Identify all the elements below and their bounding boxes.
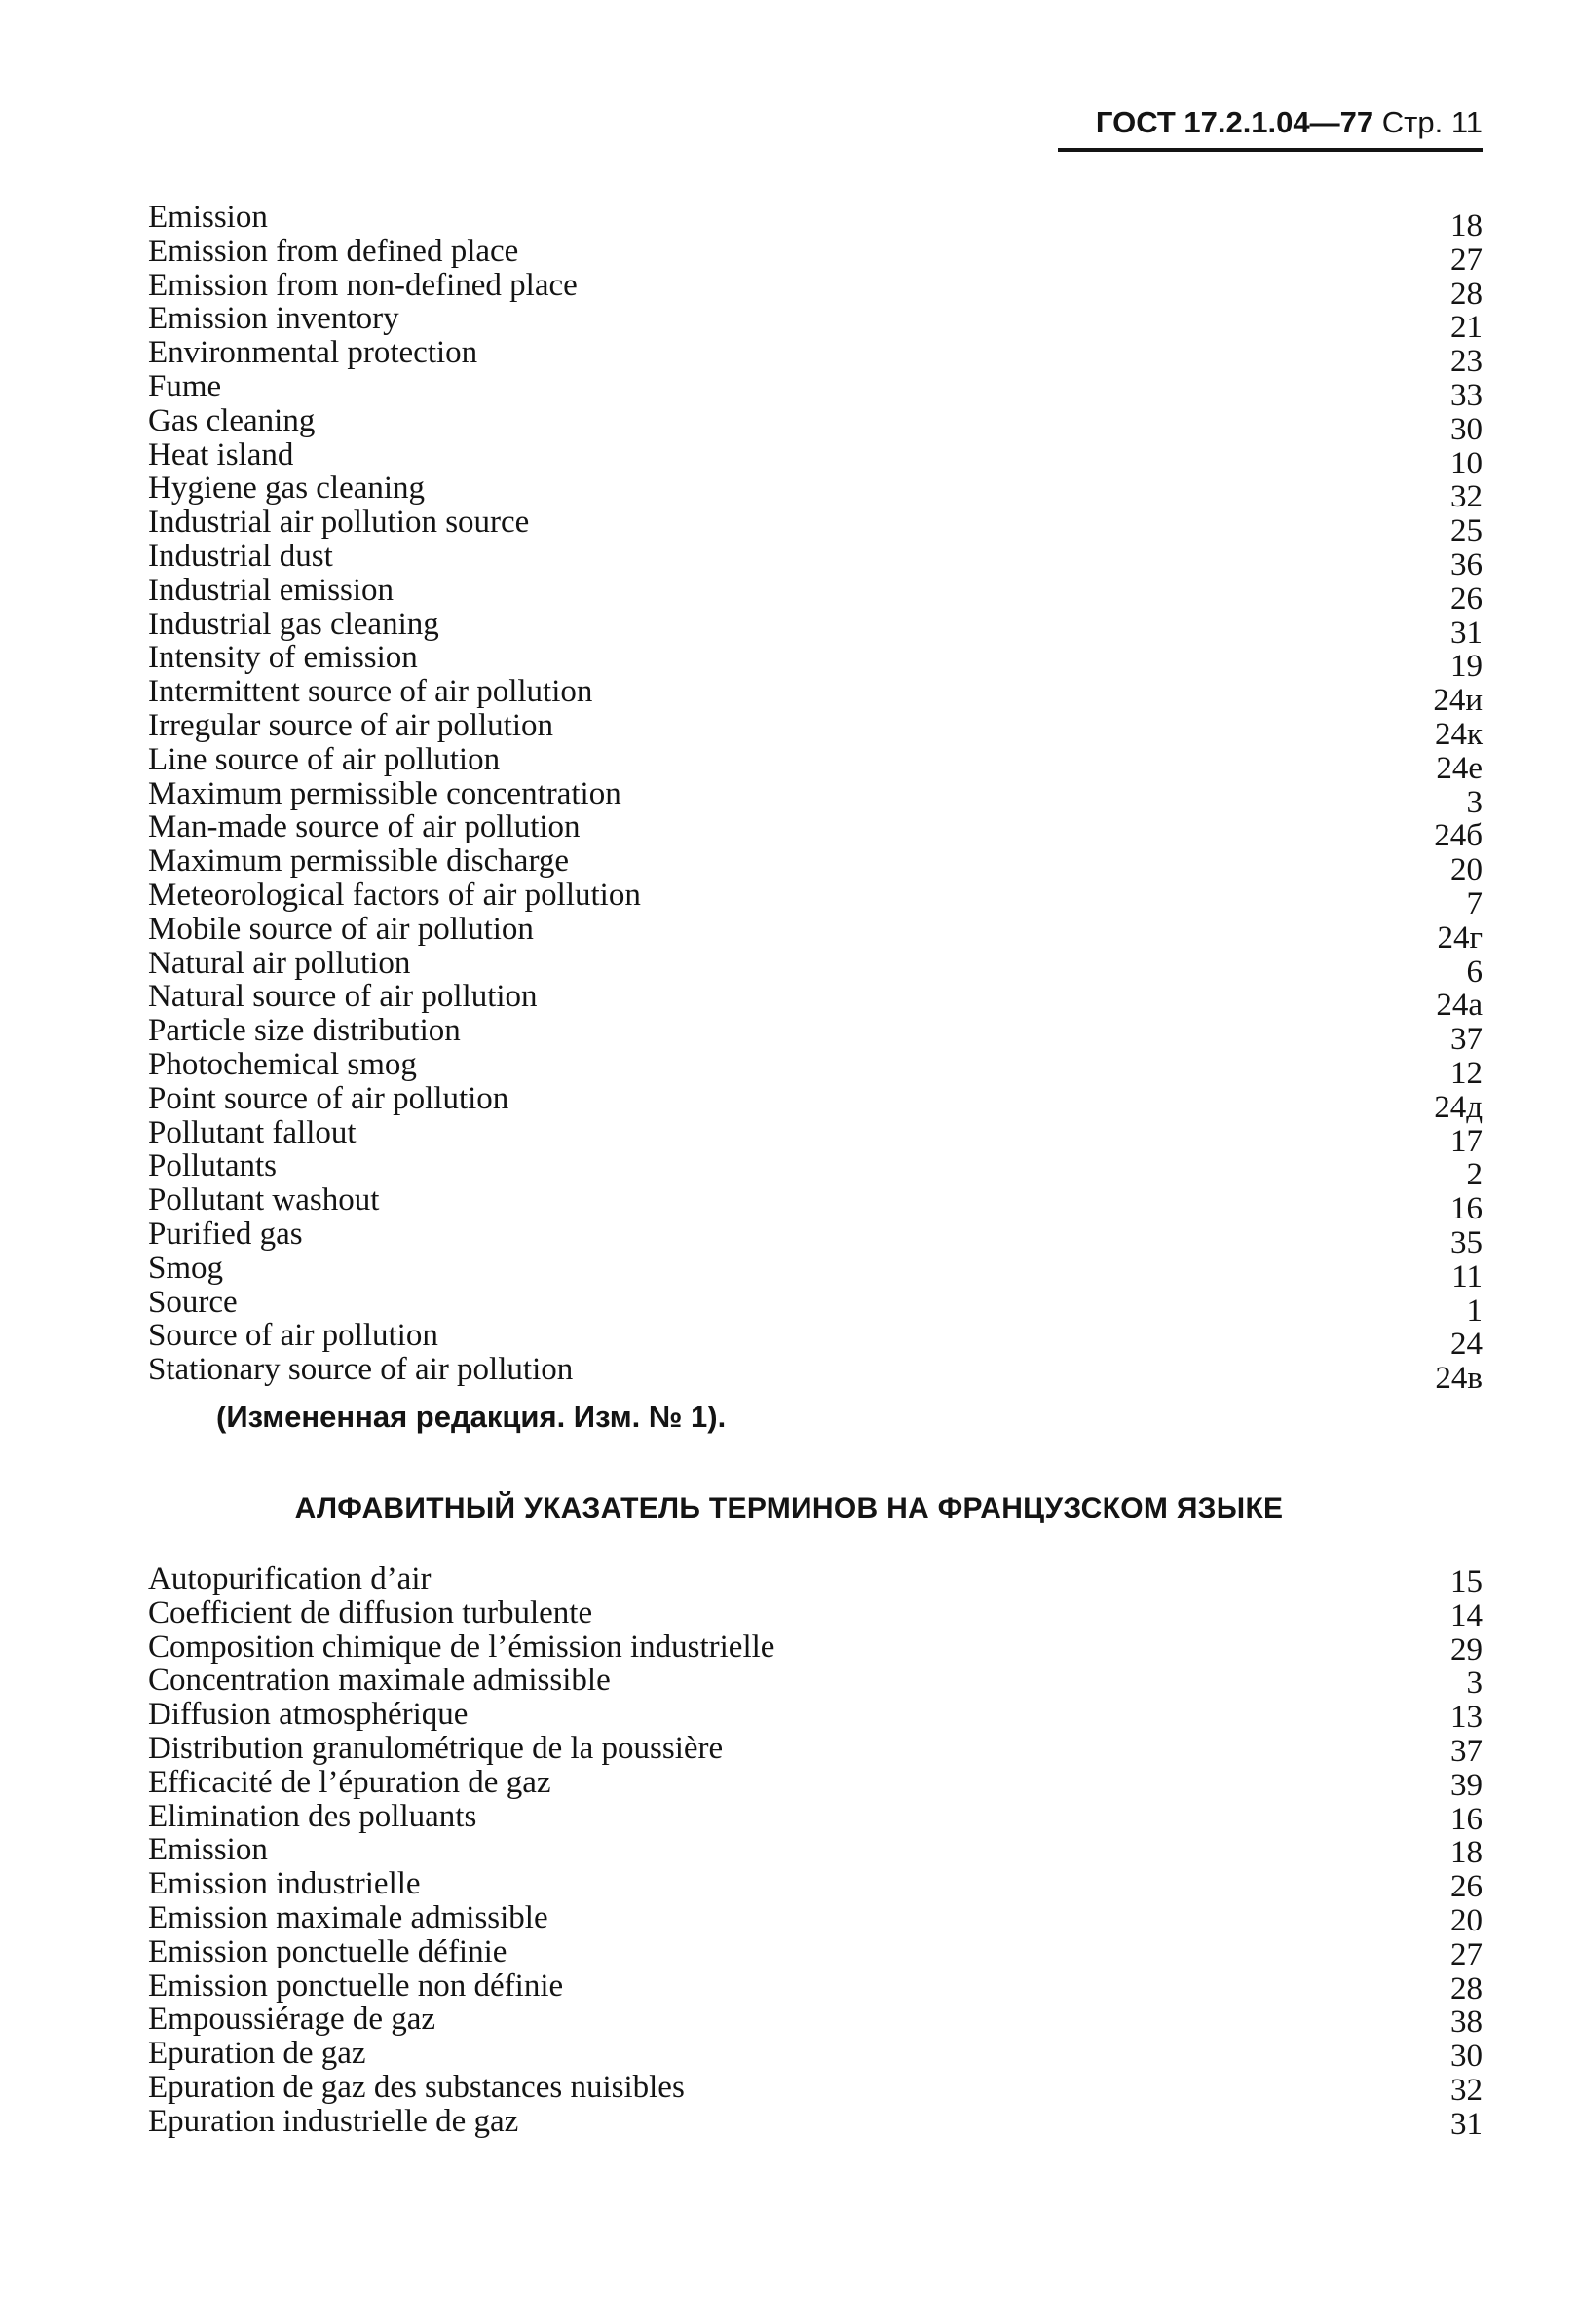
- index-number: 17: [1450, 1123, 1483, 1159]
- index-entry: [148, 1013, 1483, 1058]
- index-number: 12: [1450, 1055, 1483, 1091]
- index-entry: [148, 1798, 1483, 1837]
- index-term: Empoussiérage de gaz: [148, 2002, 436, 2038]
- index-entry: [148, 2103, 1483, 2142]
- index-term: Emission industrielle: [148, 1866, 421, 1902]
- index-term: Source of air pollution: [148, 1318, 438, 1354]
- index-entry: [148, 267, 1483, 312]
- index-term: Emission ponctuelle définie: [148, 1933, 507, 1969]
- index-number: 21: [1450, 310, 1483, 346]
- index-number: 23: [1450, 344, 1483, 380]
- index-term: Point source of air pollution: [148, 1080, 509, 1116]
- index-entry: [148, 843, 1483, 888]
- index-number: 24в: [1435, 1361, 1483, 1397]
- index-entry: [148, 1284, 1483, 1329]
- index-term: Elimination des polluants: [148, 1798, 477, 1834]
- page-number: Стр. 11: [1381, 105, 1483, 139]
- index-number: 38: [1450, 2005, 1483, 2041]
- index-entry: [148, 1764, 1483, 1803]
- index-number: 37: [1450, 1733, 1483, 1769]
- index-term: Smog: [148, 1250, 224, 1286]
- index-entry: [148, 1730, 1483, 1769]
- index-entry: [148, 911, 1483, 956]
- index-number: 6: [1466, 954, 1483, 990]
- index-number: 31: [1450, 615, 1483, 651]
- index-term: Emission: [148, 200, 268, 235]
- index-entry: [148, 436, 1483, 481]
- index-term: Line source of air pollution: [148, 741, 501, 777]
- index-number: 35: [1450, 1224, 1483, 1260]
- index-number: 39: [1450, 1767, 1483, 1803]
- index-number: 25: [1450, 513, 1483, 549]
- index-number: 1: [1466, 1293, 1483, 1329]
- index-number: 27: [1450, 1936, 1483, 1972]
- index-term: Heat island: [148, 436, 294, 472]
- index-number: 16: [1450, 1191, 1483, 1227]
- index-term: Maximum permissible concentration: [148, 775, 621, 811]
- index-entry: [148, 402, 1483, 447]
- index-entry: [148, 2036, 1483, 2075]
- index-entry: [148, 1697, 1483, 1736]
- index-number: 24и: [1433, 683, 1483, 719]
- index-number: 2: [1466, 1157, 1483, 1193]
- index-entry: [148, 1663, 1483, 1702]
- index-entry: [148, 1969, 1483, 2004]
- header-rule: [1058, 148, 1483, 152]
- index-entry: [148, 877, 1483, 921]
- index-term: Pollutant washout: [148, 1182, 380, 1218]
- index-term: Distribution granulométrique de la poussière: [148, 1730, 724, 1766]
- index-term: Purified gas: [148, 1216, 303, 1252]
- index-entry: [148, 1182, 1483, 1227]
- index-number: 26: [1450, 1869, 1483, 1905]
- index-term: Maximum permissible discharge: [148, 843, 569, 880]
- index-number: 24а: [1436, 988, 1483, 1024]
- index-entry: [148, 1832, 1483, 1871]
- index-number: 24к: [1434, 716, 1483, 752]
- index-entry: [148, 368, 1483, 413]
- index-term: Particle size distribution: [148, 1013, 461, 1049]
- index-number: 20: [1450, 852, 1483, 888]
- index-entry: [148, 1561, 1483, 1599]
- index-term: Composition chimique de l’émission industrielle: [148, 1629, 775, 1665]
- index-entry: [148, 741, 1483, 786]
- index-number: 24г: [1437, 919, 1483, 956]
- index-entry: [148, 775, 1483, 820]
- french-index-heading: АЛФАВИТНЫЙ УКАЗАТЕЛЬ ТЕРМИНОВ НА ФРАНЦУЗСКОМ ЯЗЫКЕ: [294, 1492, 1284, 1524]
- index-term: Natural air pollution: [148, 945, 411, 981]
- index-number: 7: [1466, 885, 1483, 921]
- index-number: 13: [1450, 1700, 1483, 1736]
- index-term: Emission maximale admissible: [148, 1899, 548, 1935]
- index-entry: [148, 606, 1483, 651]
- index-term: Emission from non-defined place: [148, 267, 578, 303]
- index-term: Intensity of emission: [148, 640, 418, 676]
- index-number: 30: [1450, 2039, 1483, 2075]
- index-number: 37: [1450, 1022, 1483, 1058]
- index-term: Autopurification d’air: [148, 1561, 432, 1596]
- index-number: 10: [1450, 445, 1483, 481]
- index-number: 27: [1450, 242, 1483, 278]
- page-header: [1096, 105, 1483, 140]
- index-term: Coefficient de diffusion turbulente: [148, 1594, 593, 1631]
- revision-note: (Измененная редакция. Изм. № 1).: [216, 1400, 727, 1434]
- index-entry: [148, 707, 1483, 752]
- index-number: 32: [1450, 479, 1483, 515]
- index-term: Industrial emission: [148, 572, 394, 608]
- index-term: Industrial gas cleaning: [148, 606, 439, 642]
- index-entry: [148, 2069, 1483, 2108]
- index-entry: [148, 1148, 1483, 1193]
- index-term: Pollutants: [148, 1148, 278, 1184]
- index-term: Hygiene gas cleaning: [148, 470, 426, 506]
- index-entry: [148, 979, 1483, 1024]
- index-term: Mobile source of air pollution: [148, 911, 534, 947]
- index-entry: [148, 538, 1483, 582]
- index-term: Environmental protection: [148, 335, 478, 371]
- index-term: Intermittent source of air pollution: [148, 674, 593, 710]
- index-number: 29: [1450, 1631, 1483, 1668]
- index-number: 24е: [1436, 750, 1483, 786]
- index-number: 3: [1466, 784, 1483, 820]
- index-number: 24д: [1434, 1089, 1483, 1125]
- index-term: Emission from defined place: [148, 233, 519, 269]
- index-entry: [148, 1318, 1483, 1363]
- index-entry: [148, 640, 1483, 685]
- index-number: 18: [1450, 208, 1483, 244]
- index-entry: [148, 233, 1483, 278]
- index-entry: [148, 674, 1483, 719]
- index-number: 15: [1450, 1564, 1483, 1599]
- index-entry: [148, 1080, 1483, 1125]
- index-entry: [148, 200, 1483, 244]
- index-entry: [148, 1352, 1483, 1397]
- index-number: 14: [1450, 1597, 1483, 1633]
- index-entry: [148, 1114, 1483, 1159]
- index-number: 31: [1450, 2106, 1483, 2142]
- index-entry: [148, 809, 1483, 854]
- index-entry: [148, 572, 1483, 617]
- index-number: 19: [1450, 649, 1483, 685]
- index-entry: [148, 1596, 1483, 1631]
- index-entry: [148, 505, 1483, 549]
- index-number: 24б: [1434, 818, 1483, 854]
- index-entry: [148, 945, 1483, 990]
- index-term: Stationary source of air pollution: [148, 1352, 574, 1388]
- index-number: 28: [1450, 1970, 1483, 2006]
- index-number: 16: [1450, 1801, 1483, 1837]
- index-term: Gas cleaning: [148, 402, 316, 438]
- index-entry: [148, 1216, 1483, 1260]
- index-entry: [148, 301, 1483, 346]
- index-number: 36: [1450, 546, 1483, 582]
- index-term: Emission: [148, 1832, 268, 1868]
- index-term: Epuration de gaz: [148, 2036, 366, 2072]
- index-term: Epuration industrielle de gaz: [148, 2103, 519, 2139]
- index-term: Concentration maximale admissible: [148, 1663, 611, 1699]
- index-term: Diffusion atmosphérique: [148, 1697, 469, 1733]
- index-term: Industrial dust: [148, 538, 333, 574]
- index-term: Irregular source of air pollution: [148, 707, 554, 743]
- index-term: Man-made source of air pollution: [148, 809, 581, 845]
- index-term: Fume: [148, 368, 222, 404]
- index-term: Epuration de gaz des substances nuisibles: [148, 2069, 685, 2105]
- index-number: 32: [1450, 2072, 1483, 2108]
- index-entry: [148, 335, 1483, 380]
- index-term: Meteorological factors of air pollution: [148, 877, 641, 913]
- index-entry: [148, 1933, 1483, 1972]
- index-term: Pollutant fallout: [148, 1114, 357, 1150]
- index-number: 3: [1466, 1666, 1483, 1702]
- english-term-index: [148, 200, 1483, 1397]
- index-term: Industrial air pollution source: [148, 505, 530, 541]
- index-term: Emission inventory: [148, 301, 399, 337]
- index-number: 28: [1450, 276, 1483, 312]
- index-number: 26: [1450, 581, 1483, 617]
- index-number: 30: [1450, 411, 1483, 447]
- index-entry: [148, 1629, 1483, 1668]
- index-number: 18: [1450, 1835, 1483, 1871]
- index-entry: [148, 1046, 1483, 1091]
- standard-code: ГОСТ 17.2.1.04—77: [1095, 105, 1374, 139]
- index-entry: [148, 1250, 1483, 1294]
- index-term: Emission ponctuelle non définie: [148, 1968, 564, 2004]
- index-number: 24: [1450, 1327, 1483, 1363]
- index-number: 33: [1450, 377, 1483, 413]
- index-term: Photochemical smog: [148, 1046, 417, 1082]
- french-term-index: [148, 1561, 1483, 2142]
- index-number: 11: [1451, 1258, 1483, 1294]
- index-entry: [148, 470, 1483, 515]
- index-number: 20: [1450, 1902, 1483, 1938]
- index-entry: [148, 1866, 1483, 1905]
- index-term: Source: [148, 1284, 238, 1320]
- index-entry: [148, 2002, 1483, 2041]
- index-term: Efficacité de l’épuration de gaz: [148, 1764, 551, 1800]
- index-entry: [148, 1899, 1483, 1938]
- index-term: Natural source of air pollution: [148, 979, 538, 1015]
